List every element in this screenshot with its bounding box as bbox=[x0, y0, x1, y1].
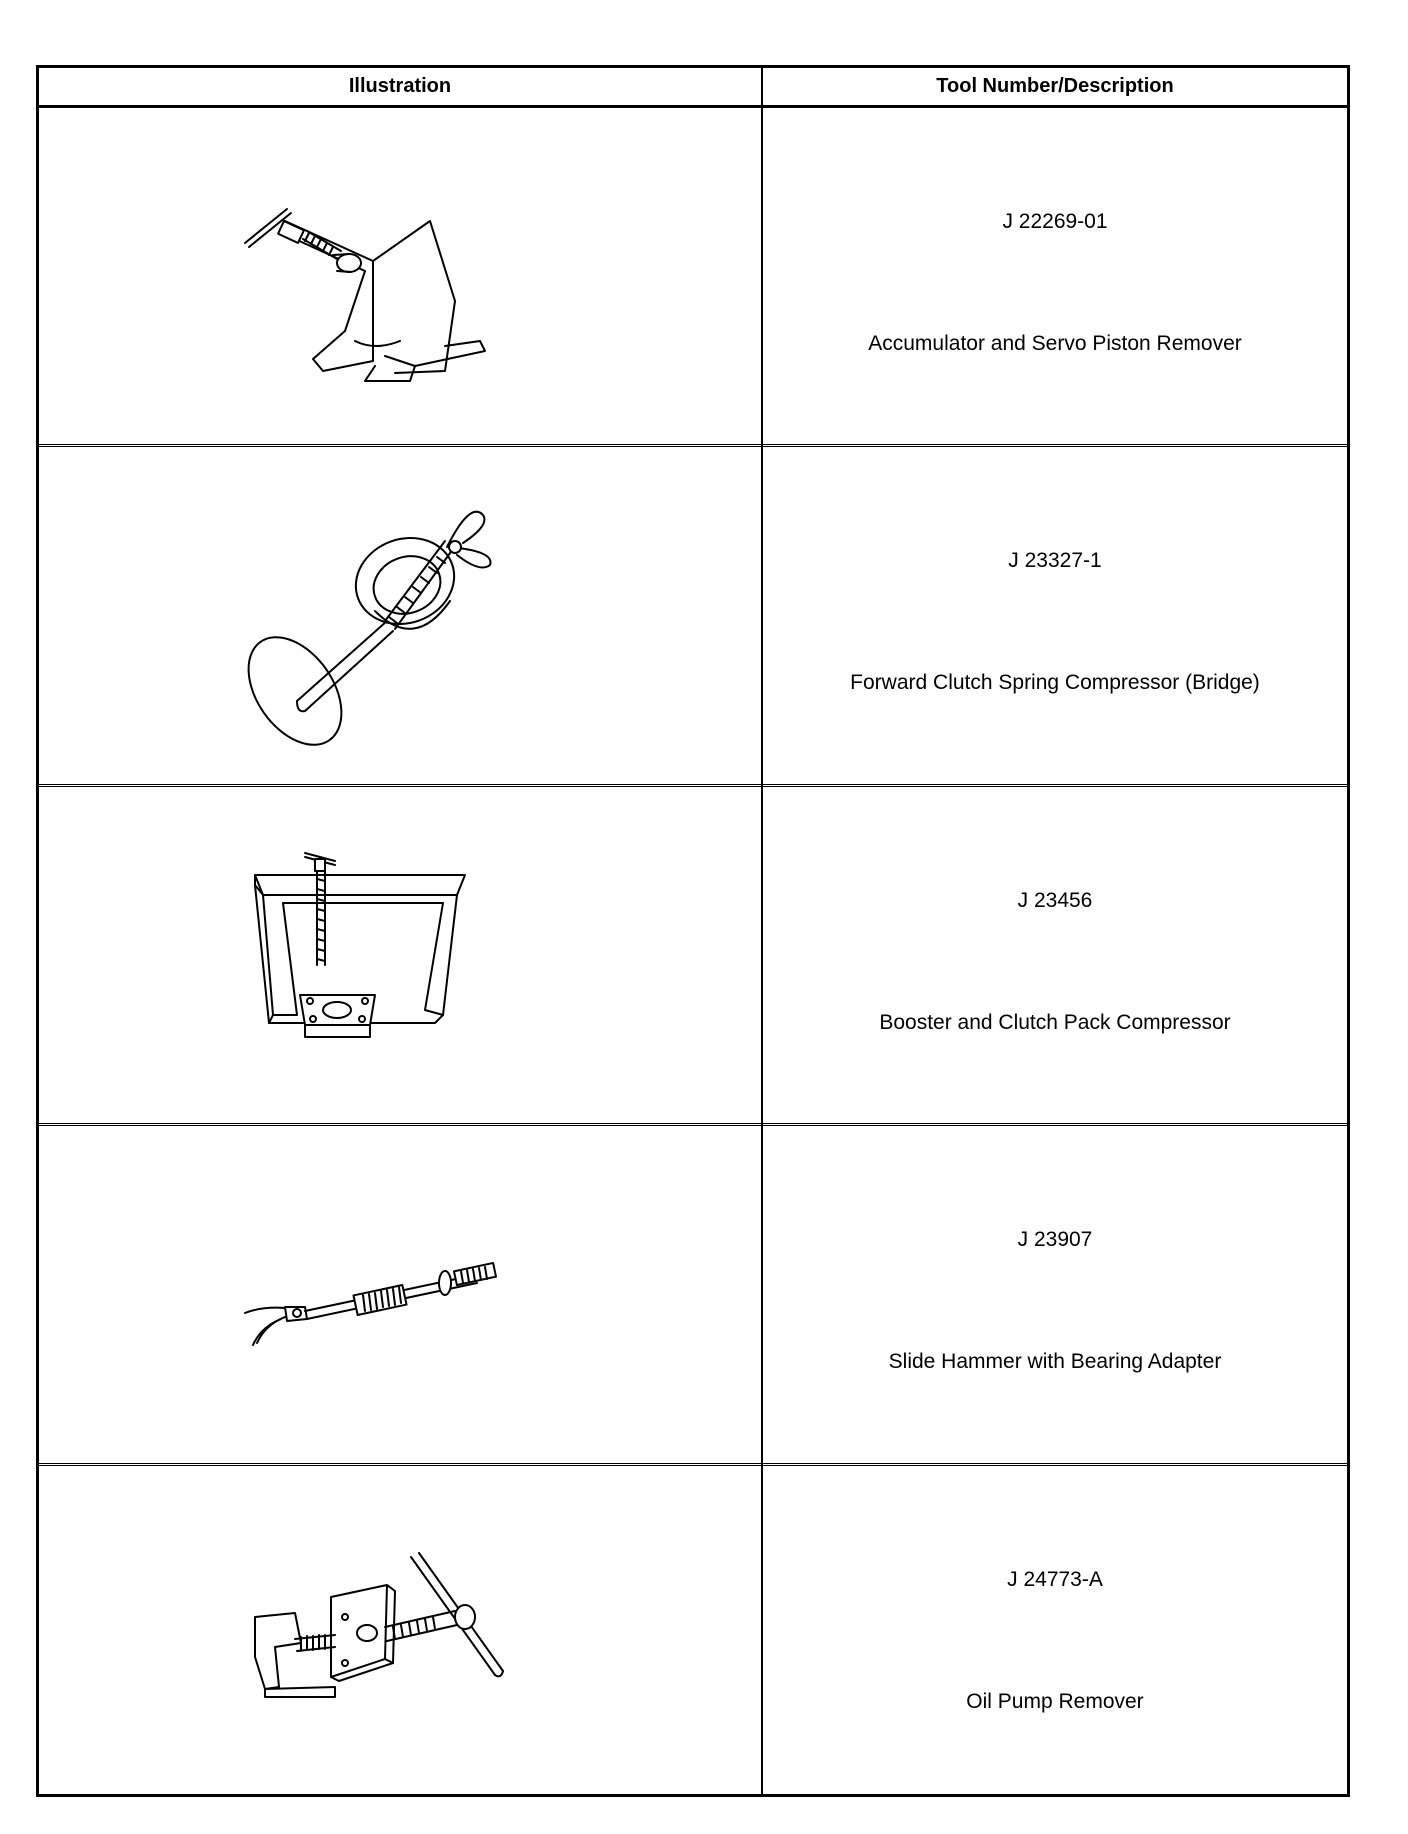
tool-description: Slide Hammer with Bearing Adapter bbox=[888, 1350, 1222, 1373]
special-tools-table bbox=[36, 65, 1350, 1797]
illustration-cell bbox=[39, 447, 761, 784]
tool-description: Accumulator and Servo Piston Remover bbox=[868, 332, 1242, 355]
tool-number: J 23907 bbox=[1017, 1228, 1093, 1251]
illustration-cell bbox=[39, 787, 761, 1123]
tool-description: Booster and Clutch Pack Compressor bbox=[879, 1011, 1231, 1034]
oil-pump-remover-icon bbox=[235, 1547, 535, 1727]
description-cell bbox=[763, 787, 1347, 1123]
tool-description: Forward Clutch Spring Compressor (Bridge) bbox=[850, 671, 1260, 694]
table-header-row bbox=[39, 68, 1347, 108]
table-row bbox=[39, 787, 1347, 1126]
slide-hammer-icon bbox=[235, 1235, 535, 1355]
illustration-cell bbox=[39, 108, 761, 444]
tool-number: J 23327-1 bbox=[1008, 549, 1102, 572]
tool-number: J 23456 bbox=[1017, 889, 1093, 912]
description-cell bbox=[763, 1126, 1347, 1463]
table-row bbox=[39, 1466, 1347, 1797]
table-row bbox=[39, 1126, 1347, 1466]
header-tool-number-description: Tool Number/Description bbox=[936, 75, 1174, 97]
header-illustration: Illustration bbox=[348, 75, 452, 97]
frame-press-compressor-icon bbox=[235, 845, 535, 1065]
description-cell bbox=[763, 447, 1347, 784]
tool-number: J 24773-A bbox=[1007, 1568, 1103, 1591]
bridge-spring-compressor-icon bbox=[235, 481, 535, 761]
table-row bbox=[39, 108, 1347, 447]
description-cell bbox=[763, 1466, 1347, 1797]
c-clamp-piston-remover-icon bbox=[225, 181, 525, 381]
description-cell bbox=[763, 108, 1347, 444]
tool-description: Oil Pump Remover bbox=[966, 1690, 1144, 1713]
tool-number: J 22269-01 bbox=[1002, 210, 1108, 233]
illustration-cell bbox=[39, 1126, 761, 1463]
table-row bbox=[39, 447, 1347, 787]
illustration-cell bbox=[39, 1466, 761, 1797]
